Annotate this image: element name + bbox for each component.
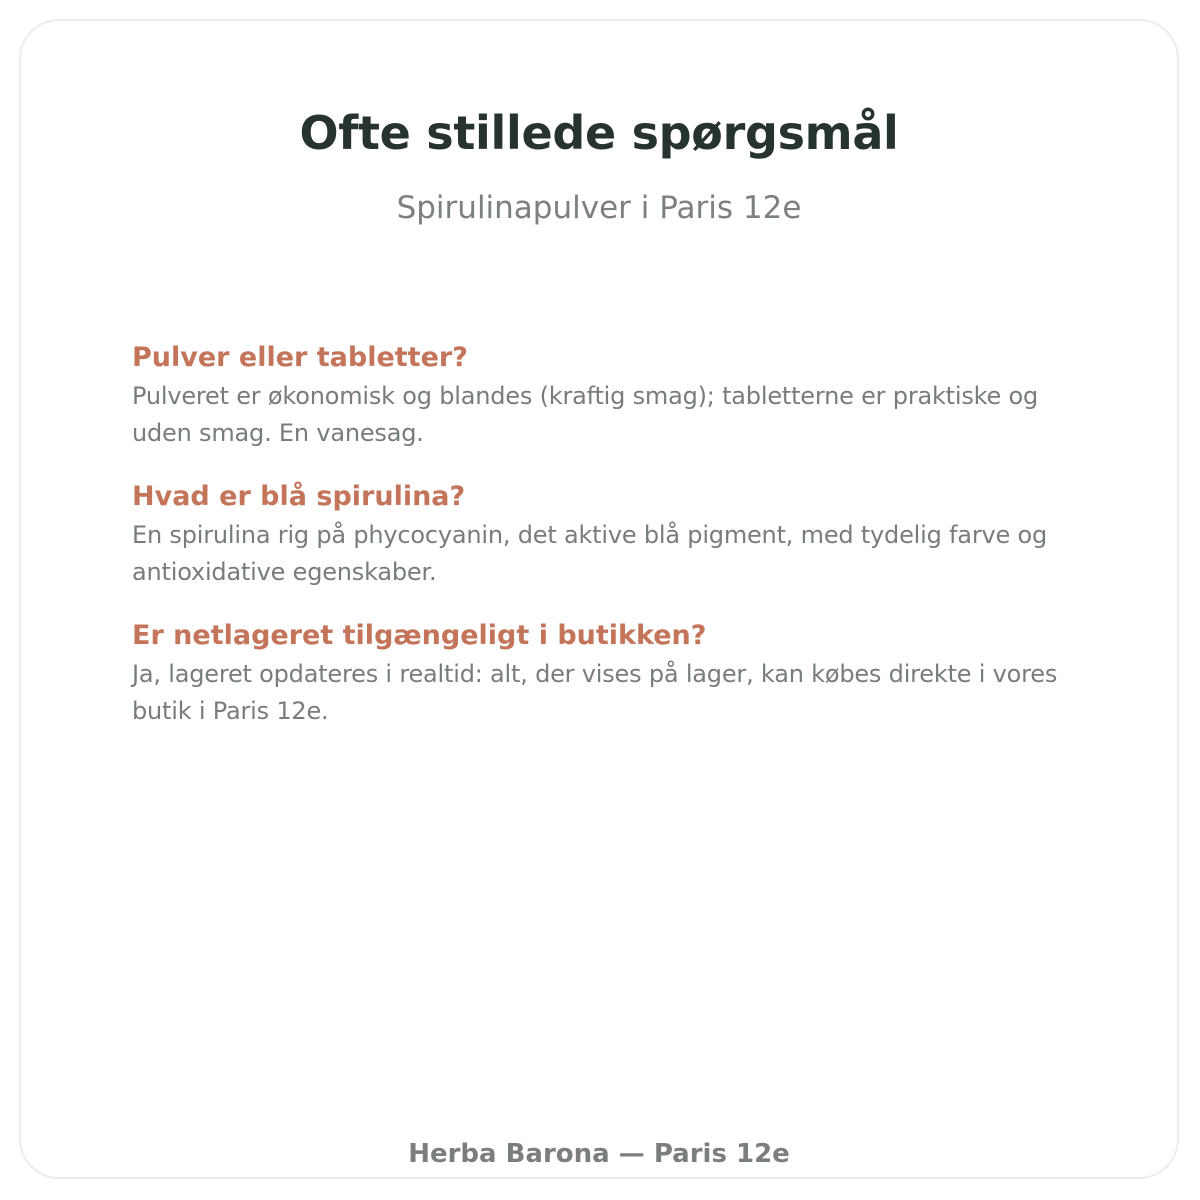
faq-item — [132, 336, 1092, 475]
page-title: Ofte stillede spørgsmål — [299, 106, 899, 160]
faq-list — [132, 336, 1092, 753]
footer-brand: Herba Barona — Paris 12e — [408, 1139, 790, 1169]
faq-answer: Ja, lageret opdateres i realtid: alt, der vises på lager, kan købes direkte i vores butik i Paris 12e. — [132, 660, 1058, 725]
faq-item — [132, 614, 1092, 753]
faq-answer: En spirulina rig på phycocyanin, det aktive blå pigment, med tydelig farve og antioxidative egenskaber. — [132, 521, 1047, 586]
page-subtitle: Spirulinapulver i Paris 12e — [396, 190, 802, 226]
faq-question: Pulver eller tabletter? — [132, 342, 468, 373]
faq-question: Hvad er blå spirulina? — [132, 481, 466, 512]
faq-item — [132, 475, 1092, 614]
faq-card — [19, 19, 1179, 1179]
faq-answer: Pulveret er økonomisk og blandes (kraftig smag); tabletterne er praktiske og uden smag. En vanesag. — [132, 382, 1039, 447]
faq-question: Er netlageret tilgængeligt i butikken? — [132, 620, 707, 651]
